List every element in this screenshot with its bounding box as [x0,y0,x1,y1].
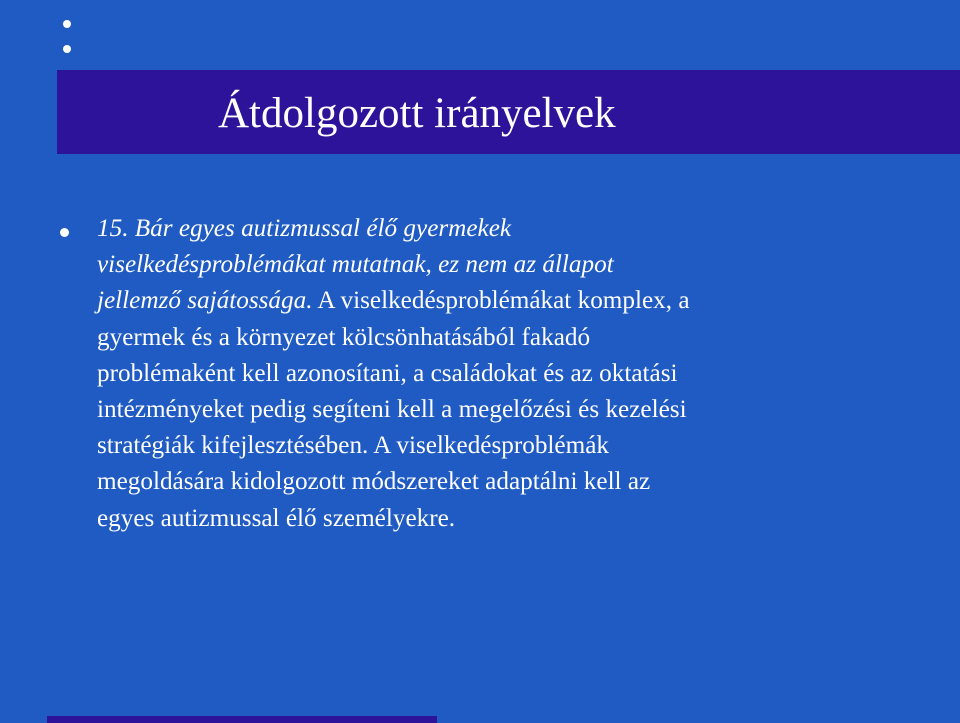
top-bullet-2 [63,45,71,53]
body-line-4: gyermek és a környezet kölcsönhatásából fakadó [97,323,591,351]
body-line-3: jellemző sajátossága. A viselkedésproblémákat komplex, a [97,287,690,315]
body-line-5: problémaként kell azonosítani, a családokat és az oktatási [97,359,678,387]
body-line-7: stratégiák kifejlesztésében. A viselkedésproblémák [97,432,609,460]
body-line-6: intézményeket pedig segíteni kell a megelőzési és kezelési [97,396,687,424]
body-line-8: megoldására kidolgozott módszereket adaptálni kell az [97,468,651,496]
bullet-dot [60,228,69,237]
slide-title: Átdolgozott irányelvek [218,90,616,137]
top-bullet-1 [63,20,71,28]
body-line-1: 15. Bár egyes autizmussal élő gyermekek [97,215,512,242]
body-text [97,211,907,537]
body-line-2: viselkedésproblémákat mutatnak, ez nem az állapot [97,251,614,279]
body-line-9: egyes autizmussal élő személyekre. [97,504,456,532]
bottom-bar [47,716,437,723]
